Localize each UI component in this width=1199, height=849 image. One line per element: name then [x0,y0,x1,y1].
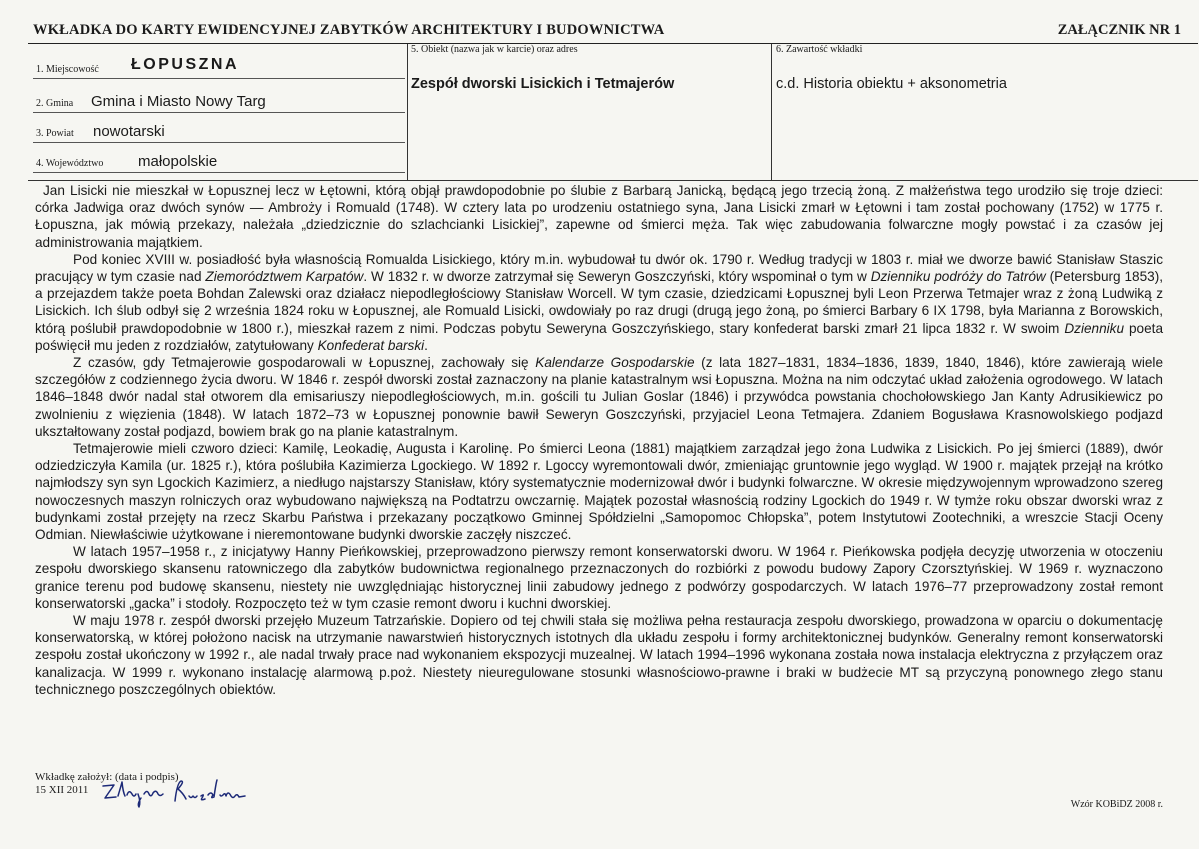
object-label: 5. Obiekt (nazwa jak w karcie) oraz adres [411,44,578,55]
district-label: 3. Powiat [36,128,74,139]
voivodeship-value: małopolskie [138,153,218,170]
history-paragraph [35,543,1163,612]
history-paragraph [35,440,1163,543]
object-value: Zespół dworski Lisickich i Tetmajerów [411,76,675,92]
italic-title: Konfederat barski [317,337,425,353]
text-run: Tetmajerowie mieli czworo dzieci: Kamilę, Leokadię, Augusta i Karolinę. Po śmierci Leona (1881) majątkiem zarządzał jego żona Ludwika z Lisickich. Po jej śmierci (1889), dwór odziedziczyła Kamila (ur. 1825 r.), która poślubiła Kazimierza Lgockiego. W 1892 r. Lgoccy wyremontowali dwór, zmieniając gruntownie jego wygląd. W 1900 r. majątek przejął na krótko najmłodszy syn syn Lgockich Kazimierz, a niedługo najstarszy Stanisław, który systematycznie modernizował dwór i budynki folwarczne. W okresie międzywojennym wprowadzono szereg nowoczesnych maszyn rolniczych oraz wybudowano największą na Podtatrzu owczarnię. Majątek pozostał własnością rodziny Lgockich do 1949 r. W tymże roku obszar dworski wraz z budynkami został przejęty na rzecz Skarbu Państwa i przekazany początkowo Gminnej Spółdzielni „Samopomoc Chłopska”, potem Instytutowi Zootechniki, a wreszcie Stacji Oceny Odmian. Niewłaściwie użytkowane i nieremontowane budynki dworskie zaczęły niszczeć. [35,441,1163,543]
text-run: W maju 1978 r. zespół dworski przejęło Muzeum Tatrzańskie. Dopiero od tej chwili stała się możliwa pełna restauracja zespołu dworskiego, prowadzona w oparciu o dokumentację konserwatorską, w której położono nacisk na utrzymanie nawarstwień historycznych istotnych dla układu zespołu i formy architektonicznej budynków. Generalny remont konserwatorski zespołu został ukończony w 1992 r., ale nadal trwały prace nad wykonaniem ekspozycji muzealnej. W latach 1994–1996 wykonana została nowa instalacja elektryczna z przyłączem oraz kanalizacja. W 1999 r. wykonano instalację alarmową p.poż. Niestety nieuregulowane stosunki własnościowo-prawne i braki w budżecie MT są przyczyną ponownego złego stanu technicznego poszczególnych obiektów. [35,613,1163,697]
insert-content-value: c.d. Historia obiektu + aksonometria [776,76,1007,92]
commune-field [33,86,405,113]
history-paragraph [35,182,1163,251]
text-run: Z czasów, gdy Tetmajerowie gospodarowali w Łopusznej, zachowały się [73,355,536,371]
district-value: nowotarski [93,123,165,140]
text-run: poeta poświęcił mu jeden z rozdziałów, zatytułowany [35,320,1164,353]
insert-content-label: 6. Zawartość wkładki [776,44,863,55]
commune-value: Gmina i Miasto Nowy Targ [91,93,266,110]
history-paragraph [35,251,1163,354]
commune-label: 2. Gmina [36,98,74,109]
column-divider [407,44,408,180]
italic-title: Dzienniku [1064,320,1125,336]
created-by-label: Wkładkę założył: (data i podpis) [35,771,179,783]
text-run: (z lata 1827–1831, 1834–1836, 1839, 1840, 1846), które zawierają wiele szczegółów z codziennego życia dworu. W 1846 r. zespół dworski został zaznaczony na planie katastralnym wsi Łopuszna. Można na nim odczytać układ założenia ogrodowego. W latach 1846–1848 dwór nadal stał otworem dla emisariuszy niepodległościowych, m.in. gościli tu Julian Goslar (1846) i przywódca powstania chochołowskiego Jan Kanty Adrusikiewicz po zwolnieniu z więzienia (1848). W latach 1872–73 w Łopusznej ponownie bawił Seweryn Goszczyński, przyjaciel Leona Tetmajera. Zdaniem Bogusława Krasnowolskiego podjazd ukształtowany został podjazd, bowiem brak go na planie katastralnym. [35,355,1164,439]
column-divider [771,44,772,180]
text-run: (Petersburg 1853), a przejazdem także poeta Bohdan Zalewski oraz działacz niepodległościowy Stanisław Worcell. W tym czasie, dziedzicami Łopusznej byli Leon Przerwa Tetmajer wraz z żoną Ludwiką z Lisickich. Ich ślub odbył się 2 września 1824 roku w Łopusznej, ale Romuald Lisicki, owdowiały po raz drugi (drugą jego żoną, po śmierci Barbary 6 IX 1798, była Marianna z Borowskich, którą poślubił prawdopodobnie w 1800 r.), mieszkał razem z nimi. Podczas pobytu Seweryna Goszczyńskiego, stary konfederat barski zmarł 21 lipca 1832 r. W swoim [35,269,1164,336]
text-run: Jan Lisicki nie mieszkał w Łopusznej lecz w Łętowni, którą objął prawdopodobnie po ślubie z Barbarą Janicką, będącą jego trzecią żoną. Z małżeństwa tego urodziło się troje dzieci: córka Jadwiga oraz dwóch synów — Ambroży i Romuald (1748). W cztery lata po urodzeniu ostatniego syna, Jana Lisicki zmarł w Łętowni i tam został pochowany (1752) w 1775 r. Łopuszna, jak mówią przekazy, należała „dziedzicznie do szlachcianki Lisickiej”, zapewne od śmierci męża. Tak więc zabudowania folwarczne mogły powstać i za czasów jej administrowania majątkiem. [35,183,1163,250]
town-value: ŁOPUSZNA [131,56,239,73]
district-field [33,116,405,143]
voivodeship-label: 4. Województwo [36,158,104,169]
handwritten-signature [100,776,270,810]
text-run: . W 1832 r. w dworze zatrzymał się Seweryn Goszczyński, który wspominał o tym w [363,269,871,285]
voivodeship-field [33,146,405,173]
created-date: 15 XII 2011 [35,784,89,796]
location-fields [28,44,407,180]
town-field [33,52,405,79]
form-model-label: Wzór KOBiDZ 2008 r. [1070,799,1163,810]
annex-label: ZAŁĄCZNIK NR 1 [1057,22,1181,38]
history-text [35,182,1163,698]
text-run: . [424,337,428,353]
history-paragraph [35,612,1163,698]
text-run: Pod koniec XVIII w. posiadłość była własnością Romualda Lisickiego, który m.in. wybudował tu dwór ok. 1790 r. Według tradycji w 1803 r. miał we dworze bawić Stanisław Staszic pracujący w tym czasie nad [35,251,1163,285]
town-label: 1. Miejscowość [36,64,99,75]
italic-title: Kalendarze Gospodarskie [535,355,695,371]
history-paragraph [35,354,1163,440]
italic-title: Ziemorództwem Karpatów [205,269,364,285]
text-run: W latach 1957–1958 r., z inicjatywy Hanny Pieńkowskiej, przeprowadzono pierwszy remont konserwatorski dworu. W 1964 r. Pieńkowska podjęła decyzję utworzenia w otoczeniu zespołu dworskiego skansenu ratowniczego dla zabytków budownictwa regionalnego przeznaczonych do rozbiórki z powodu budowy Zapory Czorsztyńskiej. W 1969 r. wyznaczono granice terenu pod budowę skansenu, niestety nie uwzględniając historycznej linii zabudowy jednego z podwórzy gospodarczych. W latach 1976–77 przeprowadzony został remont konserwatorski „gacka” i stodoły. Rozpoczęto też w tym czasie remont dworu i kuchni dworskiej. [35,544,1163,611]
form-bottom-rule [28,180,1198,181]
header-form [28,44,1198,182]
card-title: WKŁADKA DO KARTY EWIDENCYJNEJ ZABYTKÓW ARCHITEKTURY I BUDOWNICTWA [33,22,665,38]
italic-title: Dzienniku podróży do Tatrów [870,269,1046,285]
